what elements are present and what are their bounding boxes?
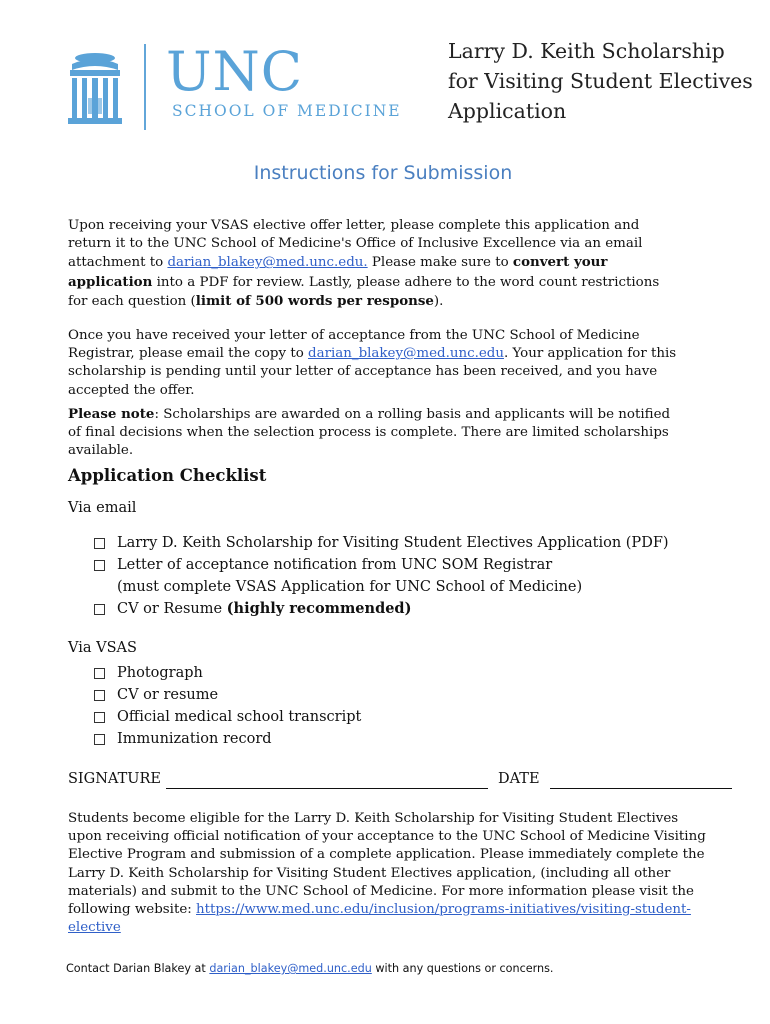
date-field[interactable] [550, 788, 732, 789]
email-checklist [90, 532, 669, 620]
email-link[interactable]: darian_blakey@med.unc.edu. [167, 255, 368, 271]
contact-footer [66, 962, 553, 975]
eligibility-paragraph [68, 810, 708, 937]
checkbox[interactable] [94, 560, 105, 571]
logo-divider [144, 44, 146, 130]
instructions-paragraph-2 [68, 327, 680, 400]
checklist-item-label: Official medical school transcript [117, 709, 362, 725]
checkbox[interactable] [94, 604, 105, 615]
checkbox[interactable] [94, 690, 105, 701]
checkbox[interactable] [94, 538, 105, 549]
instructions-heading: Instructions for Submission [253, 162, 513, 184]
checklist-item [90, 532, 669, 554]
signature-field[interactable] [166, 788, 488, 789]
bold-text: limit of 500 words per response [195, 292, 434, 309]
email-link[interactable]: darian_blakey@med.unc.edu [308, 346, 504, 362]
date-label: DATE [498, 771, 540, 787]
checklist-item-label: Photograph [117, 665, 203, 681]
checklist-item-label: Immunization record [117, 731, 272, 747]
via-email-label: Via email [68, 500, 137, 516]
document-title: Larry D. Keith Scholarship for Visiting Student Electives Application [448, 39, 753, 123]
checklist-item [90, 728, 361, 750]
website-link[interactable]: https://www.med.unc.edu/inclusion/programs-initiatives/visiting-student-elective [68, 902, 691, 936]
checklist-item [90, 598, 669, 620]
checklist-item [90, 684, 361, 706]
bold-text: convert your application [68, 254, 608, 290]
text-run: ). [433, 293, 444, 309]
instructions-paragraph-3 [68, 405, 680, 461]
text-run: CV or Resume [117, 601, 227, 617]
text-run: into a PDF for review. Lastly, please adhere to the word count restrictions for each question ( [68, 274, 660, 309]
document-header [0, 0, 770, 140]
vsas-checklist [90, 662, 361, 750]
logo-som-text: SCHOOL OF MEDICINE [172, 102, 402, 120]
instructions-paragraph-1 [68, 217, 680, 311]
checkbox[interactable] [94, 668, 105, 679]
text-run: Upon receiving your VSAS elective offer letter, please complete this application and return it to the UNC School of Medicine's Office of Inclusive Excellence via an email attachment to [68, 218, 643, 271]
checklist-item-label: CV or resume [117, 687, 219, 703]
text-run: Letter of acceptance notification from UNC SOM Registrar [117, 557, 553, 573]
text-run: Once you have received your letter of acceptance from the UNC School of Medicine Registrar, please email the copy to [68, 328, 640, 362]
checklist-item-label: Larry D. Keith Scholarship for Visiting Student Electives Application (PDF) [117, 535, 669, 551]
logo-unc-text: UNC [166, 40, 304, 103]
text-run: Students become eligible for the Larry D. Keith Scholarship for Visiting Student Electives upon receiving official notification of your acceptance to the UNC School of Medicine Visiting Elective Program and submission of a complete application. Please immediately complete the Larry D. Keith Scholarship for Visiting Student Electives application, (including all other materials) and submit to the UNC School of Medicine. For more information please visit the following website: [68, 811, 706, 918]
text-run: Please make sure to [367, 255, 513, 271]
checklist-title: Application Checklist [68, 466, 267, 485]
signature-label: SIGNATURE [68, 771, 162, 787]
bold-text: Please note [68, 406, 155, 422]
old-well-icon [66, 48, 124, 128]
checklist-item-label [117, 554, 582, 598]
bold-text: (highly recommended) [226, 600, 412, 617]
text-run: Contact Darian Blakey at [66, 962, 210, 975]
text-run: : Scholarships are awarded on a rolling basis and applicants will be notified of final decisions when the selection process is complete. There are limited scholarships available. [68, 407, 671, 459]
checklist-item [90, 554, 669, 598]
text-run: with any questions or concerns. [371, 962, 554, 975]
checkbox[interactable] [94, 734, 105, 745]
checklist-item [90, 706, 361, 728]
checklist-item [90, 662, 361, 684]
text-run: . Your application for this scholarship is pending until your letter of acceptance has been received, and you have accepted the offer. [68, 346, 677, 398]
unc-som-logo [66, 40, 426, 134]
checkbox[interactable] [94, 712, 105, 723]
checklist-item-label [117, 598, 411, 620]
via-vsas-label: Via VSAS [68, 640, 137, 656]
text-run: (must complete VSAS Application for UNC School of Medicine) [117, 579, 583, 595]
email-link[interactable]: darian_blakey@med.unc.edu [209, 962, 372, 975]
